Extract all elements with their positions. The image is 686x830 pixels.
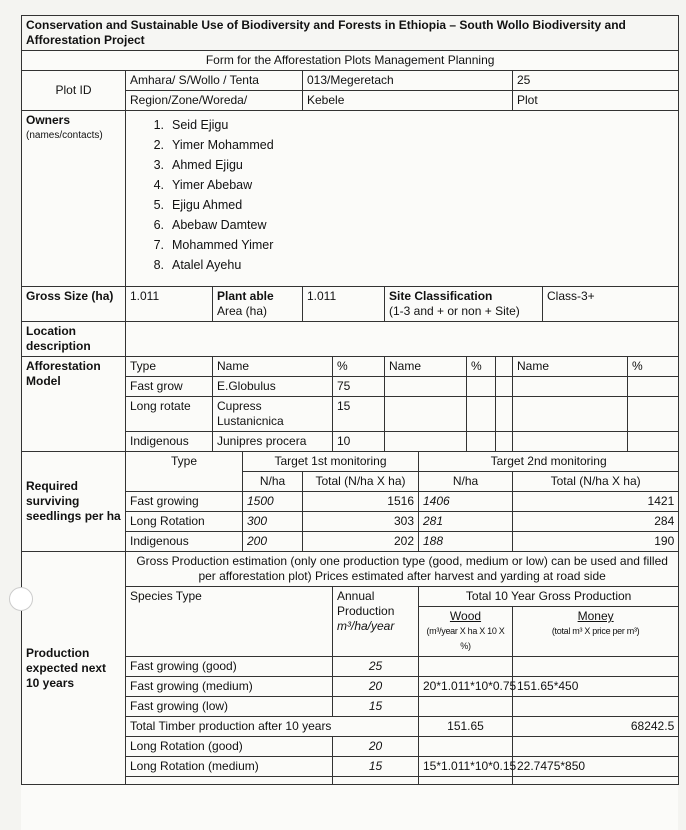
- money-header: Money: [577, 609, 614, 623]
- list-item: 3. Ahmed Ejigu: [153, 158, 243, 172]
- model-name2-header: Name: [385, 357, 467, 377]
- table-row: Fast grow E.Globulus 75: [22, 377, 679, 397]
- owners-cell: [126, 111, 679, 287]
- production-note: Gross Production estimation (only one production type (good, medium or low) can be used and filled per afforestation plot) Prices estimated after harvest and yarding at road side: [126, 552, 679, 587]
- m1-nha-header: N/ha: [243, 472, 303, 492]
- owners-label-cell: [22, 111, 126, 287]
- total-timber-label: Total Timber production after 10 years: [126, 717, 419, 737]
- site-class-sublabel: (1-3 and + or non + Site): [389, 304, 520, 318]
- owners-list: [130, 115, 674, 275]
- table-row: Indigenous 200 202 188 190: [22, 532, 679, 552]
- table-row: Long Rotation (good) 20: [22, 737, 679, 757]
- site-class-label-cell: [385, 287, 543, 322]
- region-value: Amhara/ S/Wollo / Tenta: [126, 71, 303, 91]
- annual-production-unit: m³/ha/year: [337, 619, 395, 633]
- plot-label: Plot: [513, 91, 679, 111]
- form-page: [21, 15, 678, 830]
- total-gross-header: Total 10 Year Gross Production: [419, 587, 679, 607]
- list-item: 4. Yimer Abebaw: [153, 178, 253, 192]
- m1-total-header: Total (N/ha X ha): [303, 472, 419, 492]
- model-pct2-header: %: [467, 357, 496, 377]
- model-name-header: Name: [213, 357, 333, 377]
- species-type-header: Species Type: [126, 587, 333, 657]
- table-row: Fast growing (low) 15: [22, 697, 679, 717]
- plot-form-table: [21, 15, 679, 785]
- table-row: Fast growing (good) 25: [22, 657, 679, 677]
- afforestation-model-label: Afforestation Model: [22, 357, 126, 452]
- wood-header-cell: [419, 607, 513, 657]
- location-value: [126, 322, 679, 357]
- owners-sublabel: (names/contacts): [26, 130, 103, 141]
- total-timber-money: 68242.5: [513, 717, 679, 737]
- m2-nha-header: N/ha: [419, 472, 513, 492]
- table-row: Long rotate Cupress Lustanicnica 15: [22, 397, 679, 432]
- kebele-label: Kebele: [303, 91, 513, 111]
- plantable-sublabel: Area (ha): [217, 304, 268, 318]
- list-item: 8. Atalel Ayehu: [153, 258, 242, 272]
- total-timber-wood: 151.65: [419, 717, 513, 737]
- plot-id-label: Plot ID: [22, 71, 126, 111]
- form-title: Form for the Afforestation Plots Management Planning: [22, 51, 679, 71]
- region-label: Region/Zone/Woreda/: [126, 91, 303, 111]
- table-row: Indigenous Junipres procera 10: [22, 432, 679, 452]
- table-row: Fast growing 1500 1516 1406 1421: [22, 492, 679, 512]
- plot-number-value: 25: [513, 71, 679, 91]
- plantable-label: Plant able: [217, 289, 274, 303]
- model-type-header: Type: [126, 357, 213, 377]
- table-row: Fast growing (medium) 20 20*1.011*10*0.75 151.65*450: [22, 677, 679, 697]
- production-label: Production expected next 10 years: [22, 552, 126, 785]
- money-header-cell: [513, 607, 679, 657]
- owners-label: Owners: [26, 113, 71, 127]
- list-item: 2. Yimer Mohammed: [153, 138, 274, 152]
- model-spacer: [496, 357, 513, 377]
- list-item: 5. Ejigu Ahmed: [153, 198, 243, 212]
- m2-total-header: Total (N/ha X ha): [513, 472, 679, 492]
- project-header: Conservation and Sustainable Use of Biodiversity and Forests in Ethiopia – South Wollo Biodiversity and Afforestation Project: [22, 16, 679, 51]
- seedlings-label: Required surviving seedlings per ha: [22, 452, 126, 552]
- site-class-label: Site Classification: [389, 289, 493, 303]
- wood-header: Wood: [449, 609, 482, 623]
- wood-formula: (m³/year X ha X 10 X %): [426, 626, 505, 651]
- list-item: 7. Mohammed Yimer: [153, 238, 274, 252]
- list-item: 1. Seid Ejigu: [153, 118, 229, 132]
- gross-size-label: Gross Size (ha): [22, 287, 126, 322]
- monitoring1-header: Target 1st monitoring: [243, 452, 419, 472]
- monitoring2-header: Target 2nd monitoring: [419, 452, 679, 472]
- seedlings-type-header: Type: [126, 452, 243, 492]
- plantable-value: 1.011: [303, 287, 385, 322]
- model-pct3-header: %: [628, 357, 679, 377]
- money-formula: (total m³ X price per m³): [551, 626, 640, 636]
- annual-production-header: [333, 587, 419, 657]
- table-row: Long Rotation (medium) 15 15*1.011*10*0.15 22.7475*850: [22, 757, 679, 777]
- model-pct-header: %: [333, 357, 385, 377]
- plantable-label-cell: [213, 287, 303, 322]
- list-item: 6. Abebaw Damtew: [153, 218, 267, 232]
- model-name3-header: Name: [513, 357, 628, 377]
- kebele-value: 013/Megeretach: [303, 71, 513, 91]
- annual-production-label: Annual Production: [337, 589, 395, 618]
- site-class-value: Class-3+: [543, 287, 679, 322]
- gross-size-value: 1.011: [126, 287, 213, 322]
- location-label: Location description: [22, 322, 126, 357]
- punch-hole: [9, 587, 33, 611]
- table-row: Long Rotation 300 303 281 284: [22, 512, 679, 532]
